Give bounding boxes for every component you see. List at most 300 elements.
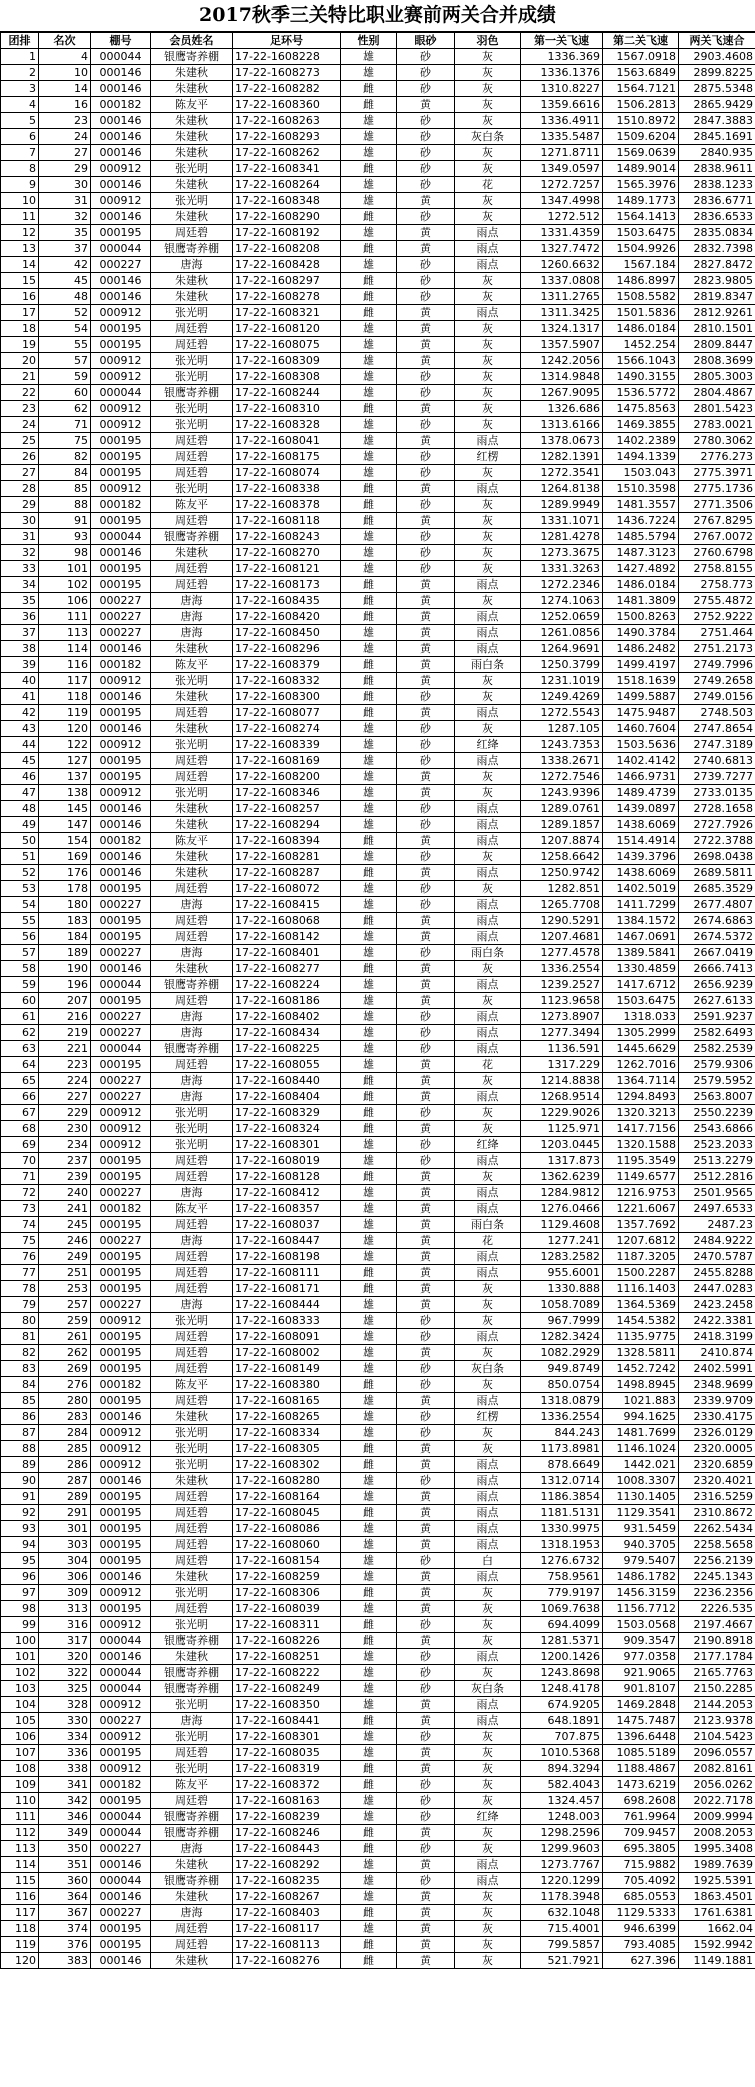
feather-color-cell: 灰: [455, 289, 521, 305]
stage2-speed-cell: 1221.6067: [603, 1201, 679, 1217]
sex-cell: 雄: [341, 1681, 397, 1697]
table-row: [1, 753, 755, 769]
stage1-speed-cell: 1272.5543: [521, 705, 603, 721]
results-table: [0, 32, 755, 1969]
ring-no-cell: 17-22-1608251: [233, 1649, 341, 1665]
feather-color-cell: 灰: [455, 849, 521, 865]
loft-no-cell: 000044: [91, 1665, 151, 1681]
ring-no-cell: 17-22-1608265: [233, 1409, 341, 1425]
table-row: [1, 161, 755, 177]
feather-color-cell: 雨点: [455, 817, 521, 833]
sex-cell: 雌: [341, 97, 397, 113]
member-name-cell: 唐海: [151, 1905, 233, 1921]
ring-no-cell: 17-22-1608117: [233, 1921, 341, 1937]
member-name-cell: 周廷碧: [151, 513, 233, 529]
feather-color-cell: 雨点: [455, 257, 521, 273]
table-row: [1, 1713, 755, 1729]
sex-cell: 雄: [341, 177, 397, 193]
sex-cell: 雄: [341, 785, 397, 801]
loft-no-cell: 000195: [91, 1489, 151, 1505]
team-rank-cell: 7: [1, 145, 39, 161]
place-cell: 229: [39, 1105, 91, 1121]
stage1-speed-cell: 1277.241: [521, 1233, 603, 1249]
table-row: [1, 1809, 755, 1825]
feather-color-cell: 灰: [455, 673, 521, 689]
total-speed-cell: 2627.6133: [679, 993, 755, 1009]
eye-sand-cell: 黄: [397, 833, 455, 849]
loft-no-cell: 000044: [91, 1825, 151, 1841]
member-name-cell: 张光明: [151, 785, 233, 801]
stage1-speed-cell: 1277.4578: [521, 945, 603, 961]
ring-no-cell: 17-22-1608297: [233, 273, 341, 289]
total-speed-cell: 2805.3003: [679, 369, 755, 385]
place-cell: 180: [39, 897, 91, 913]
team-rank-cell: 33: [1, 561, 39, 577]
ring-no-cell: 17-22-1608121: [233, 561, 341, 577]
team-rank-cell: 108: [1, 1761, 39, 1777]
feather-color-cell: 灰: [455, 145, 521, 161]
total-speed-cell: 1149.1881: [679, 1953, 755, 1969]
sex-cell: 雄: [341, 1233, 397, 1249]
team-rank-cell: 113: [1, 1841, 39, 1857]
eye-sand-cell: 黄: [397, 321, 455, 337]
feather-color-cell: 雨点: [455, 929, 521, 945]
place-cell: 334: [39, 1729, 91, 1745]
place-cell: 145: [39, 801, 91, 817]
total-speed-cell: 2256.2139: [679, 1553, 755, 1569]
stage1-speed-cell: 1281.4278: [521, 529, 603, 545]
place-cell: 85: [39, 481, 91, 497]
stage1-speed-cell: 1276.6732: [521, 1553, 603, 1569]
loft-no-cell: 000227: [91, 257, 151, 273]
eye-sand-cell: 黄: [397, 913, 455, 929]
table-row: [1, 1937, 755, 1953]
sex-cell: 雌: [341, 833, 397, 849]
total-speed-cell: 2320.6859: [679, 1457, 755, 1473]
place-cell: 14: [39, 81, 91, 97]
loft-no-cell: 000227: [91, 609, 151, 625]
table-row: [1, 1777, 755, 1793]
stage2-speed-cell: 1129.5333: [603, 1905, 679, 1921]
stage2-speed-cell: 1396.6448: [603, 1729, 679, 1745]
table-row: [1, 1601, 755, 1617]
total-speed-cell: 2022.7178: [679, 1793, 755, 1809]
stage2-speed-cell: 994.1625: [603, 1409, 679, 1425]
total-speed-cell: 2501.9565: [679, 1185, 755, 1201]
sex-cell: 雄: [341, 993, 397, 1009]
place-cell: 350: [39, 1841, 91, 1857]
stage2-speed-cell: 1566.1043: [603, 353, 679, 369]
team-rank-cell: 9: [1, 177, 39, 193]
team-rank-cell: 18: [1, 321, 39, 337]
ring-no-cell: 17-22-1608037: [233, 1217, 341, 1233]
feather-color-cell: 雨点: [455, 897, 521, 913]
stage2-speed-cell: 1156.7712: [603, 1601, 679, 1617]
team-rank-cell: 79: [1, 1297, 39, 1313]
eye-sand-cell: 砂: [397, 1473, 455, 1489]
total-speed-cell: 2865.9429: [679, 97, 755, 113]
total-speed-cell: 1761.6381: [679, 1905, 755, 1921]
stage1-speed-cell: 1336.4911: [521, 113, 603, 129]
total-speed-cell: 2666.7413: [679, 961, 755, 977]
table-row: [1, 833, 755, 849]
team-rank-cell: 66: [1, 1089, 39, 1105]
team-rank-cell: 54: [1, 897, 39, 913]
table-row: [1, 801, 755, 817]
team-rank-cell: 30: [1, 513, 39, 529]
table-row: [1, 113, 755, 129]
stage1-speed-cell: 1357.5907: [521, 337, 603, 353]
place-cell: 249: [39, 1249, 91, 1265]
member-name-cell: 周廷碧: [151, 705, 233, 721]
loft-no-cell: 000227: [91, 1297, 151, 1313]
loft-no-cell: 000912: [91, 1457, 151, 1473]
total-speed-cell: 2835.0834: [679, 225, 755, 241]
eye-sand-cell: 砂: [397, 1329, 455, 1345]
loft-no-cell: 000195: [91, 1281, 151, 1297]
loft-no-cell: 000195: [91, 753, 151, 769]
stage2-speed-cell: 1500.2287: [603, 1265, 679, 1281]
total-speed-cell: 2808.3699: [679, 353, 755, 369]
stage1-speed-cell: 1289.1857: [521, 817, 603, 833]
eye-sand-cell: 黄: [397, 1073, 455, 1089]
member-name-cell: 张光明: [151, 417, 233, 433]
loft-no-cell: 000912: [91, 1425, 151, 1441]
loft-no-cell: 000195: [91, 225, 151, 241]
eye-sand-cell: 黄: [397, 1393, 455, 1409]
place-cell: 84: [39, 465, 91, 481]
table-row: [1, 1041, 755, 1057]
stage1-speed-cell: 949.8749: [521, 1361, 603, 1377]
sex-cell: 雌: [341, 577, 397, 593]
sheet-title: 2017秋季三关特比职业赛前两关合并成绩: [0, 0, 755, 32]
place-cell: 253: [39, 1281, 91, 1297]
stage2-speed-cell: 1504.9926: [603, 241, 679, 257]
table-row: [1, 289, 755, 305]
eye-sand-cell: 砂: [397, 449, 455, 465]
table-row: [1, 769, 755, 785]
eye-sand-cell: 黄: [397, 977, 455, 993]
stage1-speed-cell: 967.7999: [521, 1313, 603, 1329]
sex-cell: 雄: [341, 561, 397, 577]
stage2-speed-cell: 1567.184: [603, 257, 679, 273]
ring-no-cell: 17-22-1608263: [233, 113, 341, 129]
total-speed-cell: 2402.5991: [679, 1361, 755, 1377]
stage2-speed-cell: 1486.0184: [603, 321, 679, 337]
sex-cell: 雌: [341, 1825, 397, 1841]
table-row: [1, 1089, 755, 1105]
team-rank-cell: 92: [1, 1505, 39, 1521]
stage2-speed-cell: 1357.7692: [603, 1217, 679, 1233]
place-cell: 338: [39, 1761, 91, 1777]
table-row: [1, 1393, 755, 1409]
total-speed-cell: 2197.4667: [679, 1617, 755, 1633]
feather-color-cell: 雨点: [455, 753, 521, 769]
loft-no-cell: 000195: [91, 1745, 151, 1761]
table-row: [1, 577, 755, 593]
total-speed-cell: 2674.6863: [679, 913, 755, 929]
feather-color-cell: 雨点: [455, 1505, 521, 1521]
place-cell: 154: [39, 833, 91, 849]
place-cell: 16: [39, 97, 91, 113]
eye-sand-cell: 砂: [397, 1873, 455, 1889]
stage2-speed-cell: 1503.043: [603, 465, 679, 481]
place-cell: 45: [39, 273, 91, 289]
place-cell: 31: [39, 193, 91, 209]
stage2-speed-cell: 1149.6577: [603, 1169, 679, 1185]
place-cell: 138: [39, 785, 91, 801]
loft-no-cell: 000195: [91, 1393, 151, 1409]
team-rank-cell: 70: [1, 1153, 39, 1169]
stage1-speed-cell: 1129.4608: [521, 1217, 603, 1233]
member-name-cell: 银鹰寄养棚: [151, 1665, 233, 1681]
ring-no-cell: 17-22-1608328: [233, 417, 341, 433]
stage2-speed-cell: 1442.021: [603, 1457, 679, 1473]
team-rank-cell: 80: [1, 1313, 39, 1329]
table-row: [1, 1537, 755, 1553]
team-rank-cell: 112: [1, 1825, 39, 1841]
stage2-speed-cell: 1500.8263: [603, 609, 679, 625]
sex-cell: 雄: [341, 449, 397, 465]
col-header-sex: 性别: [341, 33, 397, 49]
table-row: [1, 977, 755, 993]
sex-cell: 雄: [341, 1041, 397, 1057]
team-rank-cell: 76: [1, 1249, 39, 1265]
col-header-feather-color: 羽色: [455, 33, 521, 49]
total-speed-cell: 2727.7926: [679, 817, 755, 833]
total-speed-cell: 2747.3189: [679, 737, 755, 753]
loft-no-cell: 000912: [91, 1105, 151, 1121]
member-name-cell: 周廷碧: [151, 769, 233, 785]
stage2-speed-cell: 1503.6475: [603, 993, 679, 1009]
sex-cell: 雌: [341, 1105, 397, 1121]
member-name-cell: 陈友平: [151, 497, 233, 513]
loft-no-cell: 000195: [91, 433, 151, 449]
eye-sand-cell: 黄: [397, 1457, 455, 1473]
feather-color-cell: 雨点: [455, 1489, 521, 1505]
team-rank-cell: 42: [1, 705, 39, 721]
stage2-speed-cell: 1475.7487: [603, 1713, 679, 1729]
place-cell: 137: [39, 769, 91, 785]
member-name-cell: 陈友平: [151, 833, 233, 849]
sex-cell: 雄: [341, 145, 397, 161]
sex-cell: 雄: [341, 257, 397, 273]
feather-color-cell: 灰: [455, 417, 521, 433]
loft-no-cell: 000146: [91, 849, 151, 865]
ring-no-cell: 17-22-1608259: [233, 1569, 341, 1585]
stage1-speed-cell: 1313.6166: [521, 417, 603, 433]
table-row: [1, 545, 755, 561]
sex-cell: 雄: [341, 1809, 397, 1825]
stage1-speed-cell: 1250.3799: [521, 657, 603, 673]
feather-color-cell: 灰: [455, 1105, 521, 1121]
loft-no-cell: 000146: [91, 129, 151, 145]
ring-no-cell: 17-22-1608447: [233, 1233, 341, 1249]
feather-color-cell: 雨点: [455, 1521, 521, 1537]
feather-color-cell: 红绛: [455, 737, 521, 753]
stage1-speed-cell: 1272.7257: [521, 177, 603, 193]
ring-no-cell: 17-22-1608264: [233, 177, 341, 193]
member-name-cell: 朱建秋: [151, 129, 233, 145]
eye-sand-cell: 黄: [397, 1121, 455, 1137]
feather-color-cell: 灰: [455, 1601, 521, 1617]
loft-no-cell: 000195: [91, 513, 151, 529]
team-rank-cell: 101: [1, 1649, 39, 1665]
table-row: [1, 481, 755, 497]
stage2-speed-cell: 1469.2848: [603, 1697, 679, 1713]
team-rank-cell: 41: [1, 689, 39, 705]
total-speed-cell: 2236.2356: [679, 1585, 755, 1601]
total-speed-cell: 2749.0156: [679, 689, 755, 705]
sex-cell: 雌: [341, 401, 397, 417]
eye-sand-cell: 黄: [397, 785, 455, 801]
ring-no-cell: 17-22-1608301: [233, 1137, 341, 1153]
ring-no-cell: 17-22-1608401: [233, 945, 341, 961]
loft-no-cell: 000182: [91, 1377, 151, 1393]
ring-no-cell: 17-22-1608149: [233, 1361, 341, 1377]
eye-sand-cell: 砂: [397, 881, 455, 897]
sex-cell: 雄: [341, 1057, 397, 1073]
stage1-speed-cell: 1200.1426: [521, 1649, 603, 1665]
table-row: [1, 1457, 755, 1473]
table-row: [1, 65, 755, 81]
eye-sand-cell: 黄: [397, 641, 455, 657]
loft-no-cell: 000146: [91, 289, 151, 305]
member-name-cell: 张光明: [151, 353, 233, 369]
total-speed-cell: 2543.6866: [679, 1121, 755, 1137]
stage1-speed-cell: 1229.9026: [521, 1105, 603, 1121]
stage1-speed-cell: 1178.3948: [521, 1889, 603, 1905]
member-name-cell: 张光明: [151, 401, 233, 417]
eye-sand-cell: 砂: [397, 49, 455, 65]
team-rank-cell: 31: [1, 529, 39, 545]
place-cell: 341: [39, 1777, 91, 1793]
table-row: [1, 1345, 755, 1361]
total-speed-cell: 2591.9237: [679, 1009, 755, 1025]
table-row: [1, 1313, 755, 1329]
place-cell: 330: [39, 1713, 91, 1729]
sex-cell: 雄: [341, 1137, 397, 1153]
stage1-speed-cell: 1290.5291: [521, 913, 603, 929]
total-speed-cell: 2875.5348: [679, 81, 755, 97]
table-row: [1, 1489, 755, 1505]
ring-no-cell: 17-22-1608039: [233, 1601, 341, 1617]
feather-color-cell: 花: [455, 1057, 521, 1073]
place-cell: 364: [39, 1889, 91, 1905]
sex-cell: 雄: [341, 641, 397, 657]
feather-color-cell: 灰: [455, 161, 521, 177]
feather-color-cell: 灰: [455, 81, 521, 97]
member-name-cell: 周廷碧: [151, 321, 233, 337]
place-cell: 24: [39, 129, 91, 145]
ring-no-cell: 17-22-1608239: [233, 1809, 341, 1825]
place-cell: 178: [39, 881, 91, 897]
stage1-speed-cell: 844.243: [521, 1425, 603, 1441]
member-name-cell: 张光明: [151, 1105, 233, 1121]
stage1-speed-cell: 1282.1391: [521, 449, 603, 465]
stage2-speed-cell: 1320.1588: [603, 1137, 679, 1153]
sex-cell: 雄: [341, 753, 397, 769]
place-cell: 122: [39, 737, 91, 753]
feather-color-cell: 雨点: [455, 1041, 521, 1057]
sex-cell: 雌: [341, 689, 397, 705]
member-name-cell: 朱建秋: [151, 1473, 233, 1489]
sex-cell: 雄: [341, 1729, 397, 1745]
ring-no-cell: 17-22-1608280: [233, 1473, 341, 1489]
loft-no-cell: 000227: [91, 593, 151, 609]
loft-no-cell: 000146: [91, 81, 151, 97]
sex-cell: 雄: [341, 113, 397, 129]
team-rank-cell: 32: [1, 545, 39, 561]
eye-sand-cell: 黄: [397, 1633, 455, 1649]
total-speed-cell: 1925.5391: [679, 1873, 755, 1889]
eye-sand-cell: 黄: [397, 1697, 455, 1713]
sex-cell: 雌: [341, 1841, 397, 1857]
table-row: [1, 1633, 755, 1649]
stage1-speed-cell: 1272.2346: [521, 577, 603, 593]
loft-no-cell: 000195: [91, 577, 151, 593]
team-rank-cell: 6: [1, 129, 39, 145]
team-rank-cell: 72: [1, 1185, 39, 1201]
eye-sand-cell: 黄: [397, 1569, 455, 1585]
ring-no-cell: 17-22-1608379: [233, 657, 341, 673]
table-row: [1, 673, 755, 689]
ring-no-cell: 17-22-1608075: [233, 337, 341, 353]
place-cell: 88: [39, 497, 91, 513]
feather-color-cell: 雨点: [455, 225, 521, 241]
table-row: [1, 417, 755, 433]
loft-no-cell: 000044: [91, 1633, 151, 1649]
eye-sand-cell: 黄: [397, 1233, 455, 1249]
team-rank-cell: 95: [1, 1553, 39, 1569]
table-row: [1, 1169, 755, 1185]
total-speed-cell: 2838.9611: [679, 161, 755, 177]
ring-no-cell: 17-22-1608443: [233, 1841, 341, 1857]
member-name-cell: 张光明: [151, 1425, 233, 1441]
eye-sand-cell: 砂: [397, 689, 455, 705]
place-cell: 367: [39, 1905, 91, 1921]
stage2-speed-cell: 1294.8493: [603, 1089, 679, 1105]
sex-cell: 雌: [341, 481, 397, 497]
feather-color-cell: 雨点: [455, 1569, 521, 1585]
stage2-speed-cell: 1486.0184: [603, 577, 679, 593]
loft-no-cell: 000146: [91, 1889, 151, 1905]
stage1-speed-cell: 878.6649: [521, 1457, 603, 1473]
member-name-cell: 周廷碧: [151, 1521, 233, 1537]
total-speed-cell: 2783.0021: [679, 417, 755, 433]
table-row: [1, 1009, 755, 1025]
team-rank-cell: 27: [1, 465, 39, 481]
table-row: [1, 1281, 755, 1297]
team-rank-cell: 78: [1, 1281, 39, 1297]
ring-no-cell: 17-22-1608222: [233, 1665, 341, 1681]
team-rank-cell: 3: [1, 81, 39, 97]
place-cell: 322: [39, 1665, 91, 1681]
table-row: [1, 321, 755, 337]
stage2-speed-cell: 1510.8972: [603, 113, 679, 129]
stage1-speed-cell: 694.4099: [521, 1617, 603, 1633]
feather-color-cell: 灰白条: [455, 129, 521, 145]
sex-cell: 雄: [341, 721, 397, 737]
loft-no-cell: 000146: [91, 145, 151, 161]
loft-no-cell: 000227: [91, 1841, 151, 1857]
ring-no-cell: 17-22-1608378: [233, 497, 341, 513]
stage2-speed-cell: 1021.883: [603, 1393, 679, 1409]
team-rank-cell: 47: [1, 785, 39, 801]
eye-sand-cell: 砂: [397, 753, 455, 769]
eye-sand-cell: 砂: [397, 497, 455, 513]
place-cell: 183: [39, 913, 91, 929]
